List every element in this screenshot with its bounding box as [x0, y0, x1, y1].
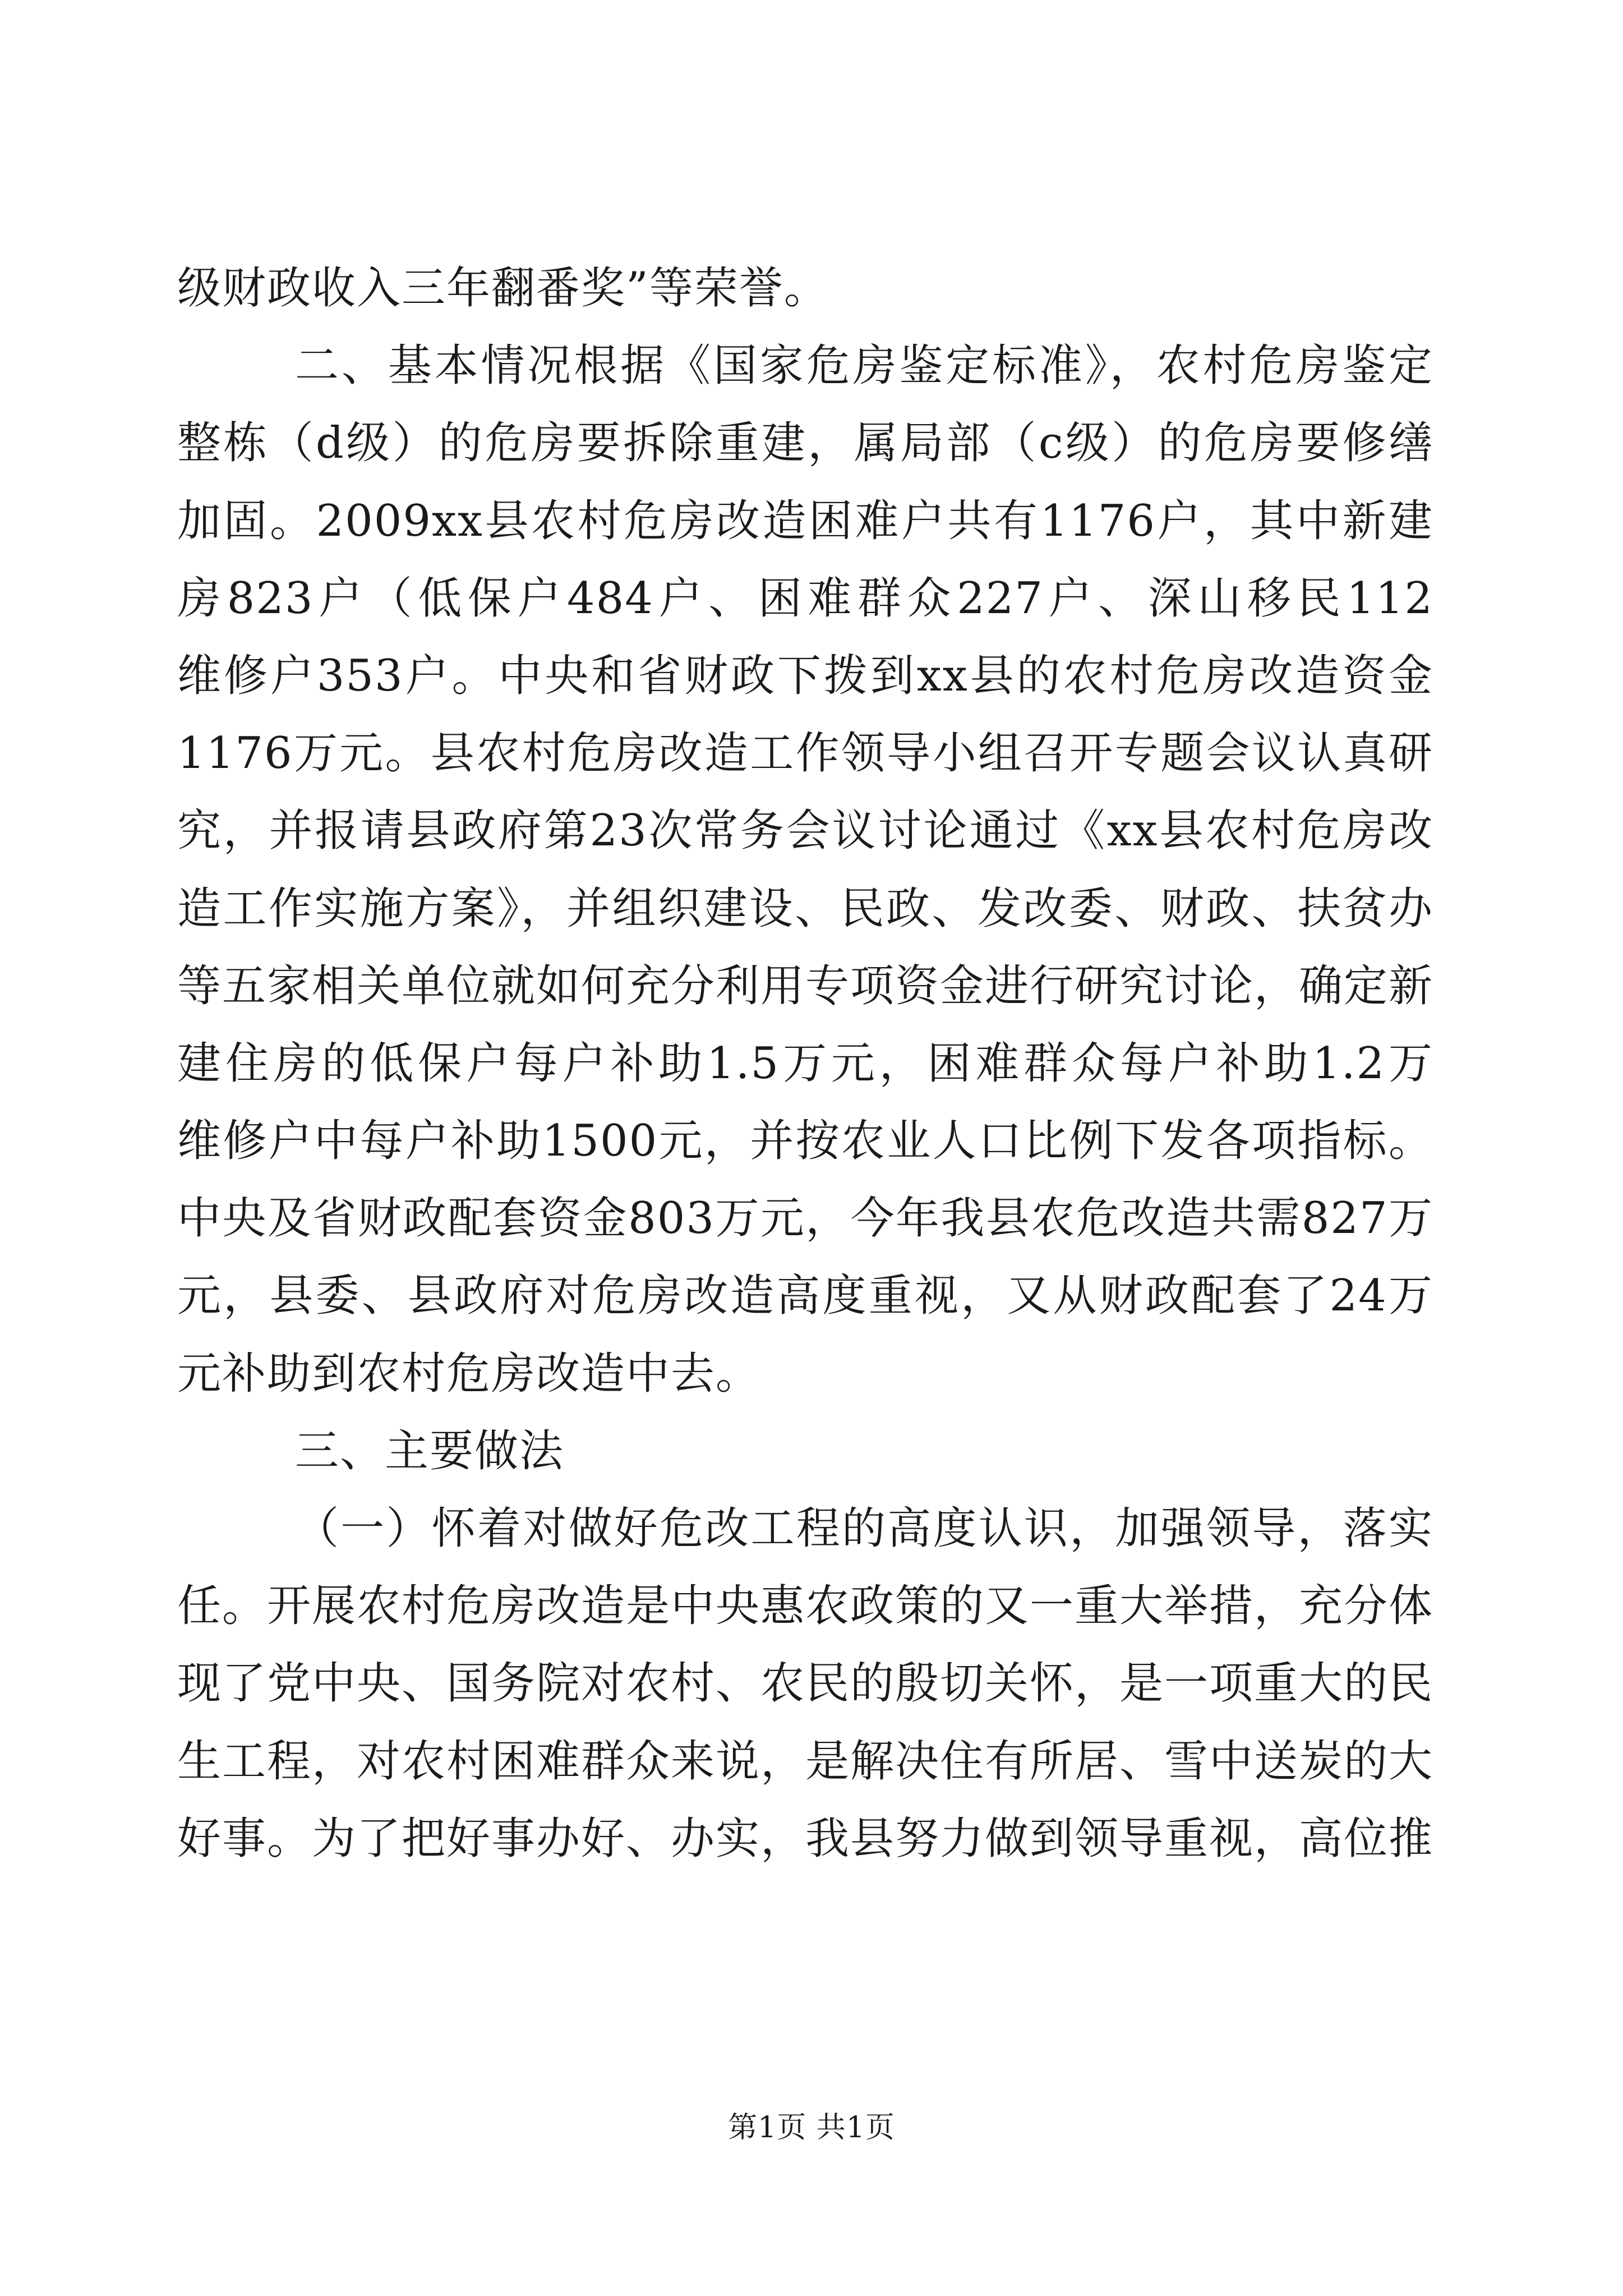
section-heading: 三、主要做法 — [295, 1425, 565, 1476]
text-line: 元补助到农村危房改造中去。 — [177, 1348, 761, 1399]
text-line: 房823户（低保户484户、困难群众227户、深山移民112 — [177, 573, 1433, 624]
text-line: 等五家相关单位就如何充分利用专项资金进行研究讨论，确定新 — [177, 960, 1433, 1011]
text-line: 建住房的低保户每户补助1.5万元，困难群众每户补助1.2万 — [177, 1038, 1433, 1089]
text-line: 中央及省财政配套资金803万元，今年我县农危改造共需827万 — [177, 1193, 1433, 1244]
text-line: 造工作实施方案》，并组织建设、民政、发改委、财政、扶贫办 — [177, 883, 1433, 934]
text-line: 1176万元。县农村危房改造工作领导小组召开专题会议认真研 — [177, 728, 1433, 779]
text-line: 任。开展农村危房改造是中央惠农政策的又一重大举措，充分体 — [177, 1581, 1433, 1632]
section-heading: 二、基本情况根据《国家危房鉴定标准》，农村危房鉴定 — [295, 341, 1433, 392]
text-line: 究，并报请县政府第23次常务会议讨论通过《xx县农村危房改 — [177, 806, 1433, 857]
text-line: 加固。2009xx县农村危房改造困难户共有1176户，其中新建 — [177, 495, 1433, 546]
text-line: 维修户中每户补助1500元，并按农业人口比例下发各项指标。 — [177, 1116, 1433, 1167]
page-number-footer: 第1页 共1页 — [728, 2111, 895, 2145]
text-line: 生工程，对农村困难群众来说，是解决住有所居、雪中送炭的大 — [177, 1736, 1433, 1787]
text-line: 级财政收入三年翻番奖”等荣誉。 — [177, 263, 829, 314]
text-line: 好事。为了把好事办好、办实，我县努力做到领导重视，高位推 — [177, 1813, 1433, 1864]
subsection-heading: （一）怀着对做好危改工程的高度认识，加强领导，落实 — [295, 1503, 1433, 1554]
text-line: 维修户353户。中央和省财政下拨到xx县的农村危房改造资金 — [177, 650, 1433, 701]
text-line: 元，县委、县政府对危房改造高度重视，又从财政配套了24万 — [177, 1271, 1433, 1322]
document-body — [177, 250, 1433, 1878]
text-line: 现了党中央、国务院对农村、农民的殷切关怀，是一项重大的民 — [177, 1658, 1433, 1709]
text-line: 整栋（d级）的危房要拆除重建，属局部（c级）的危房要修缮 — [177, 418, 1433, 469]
